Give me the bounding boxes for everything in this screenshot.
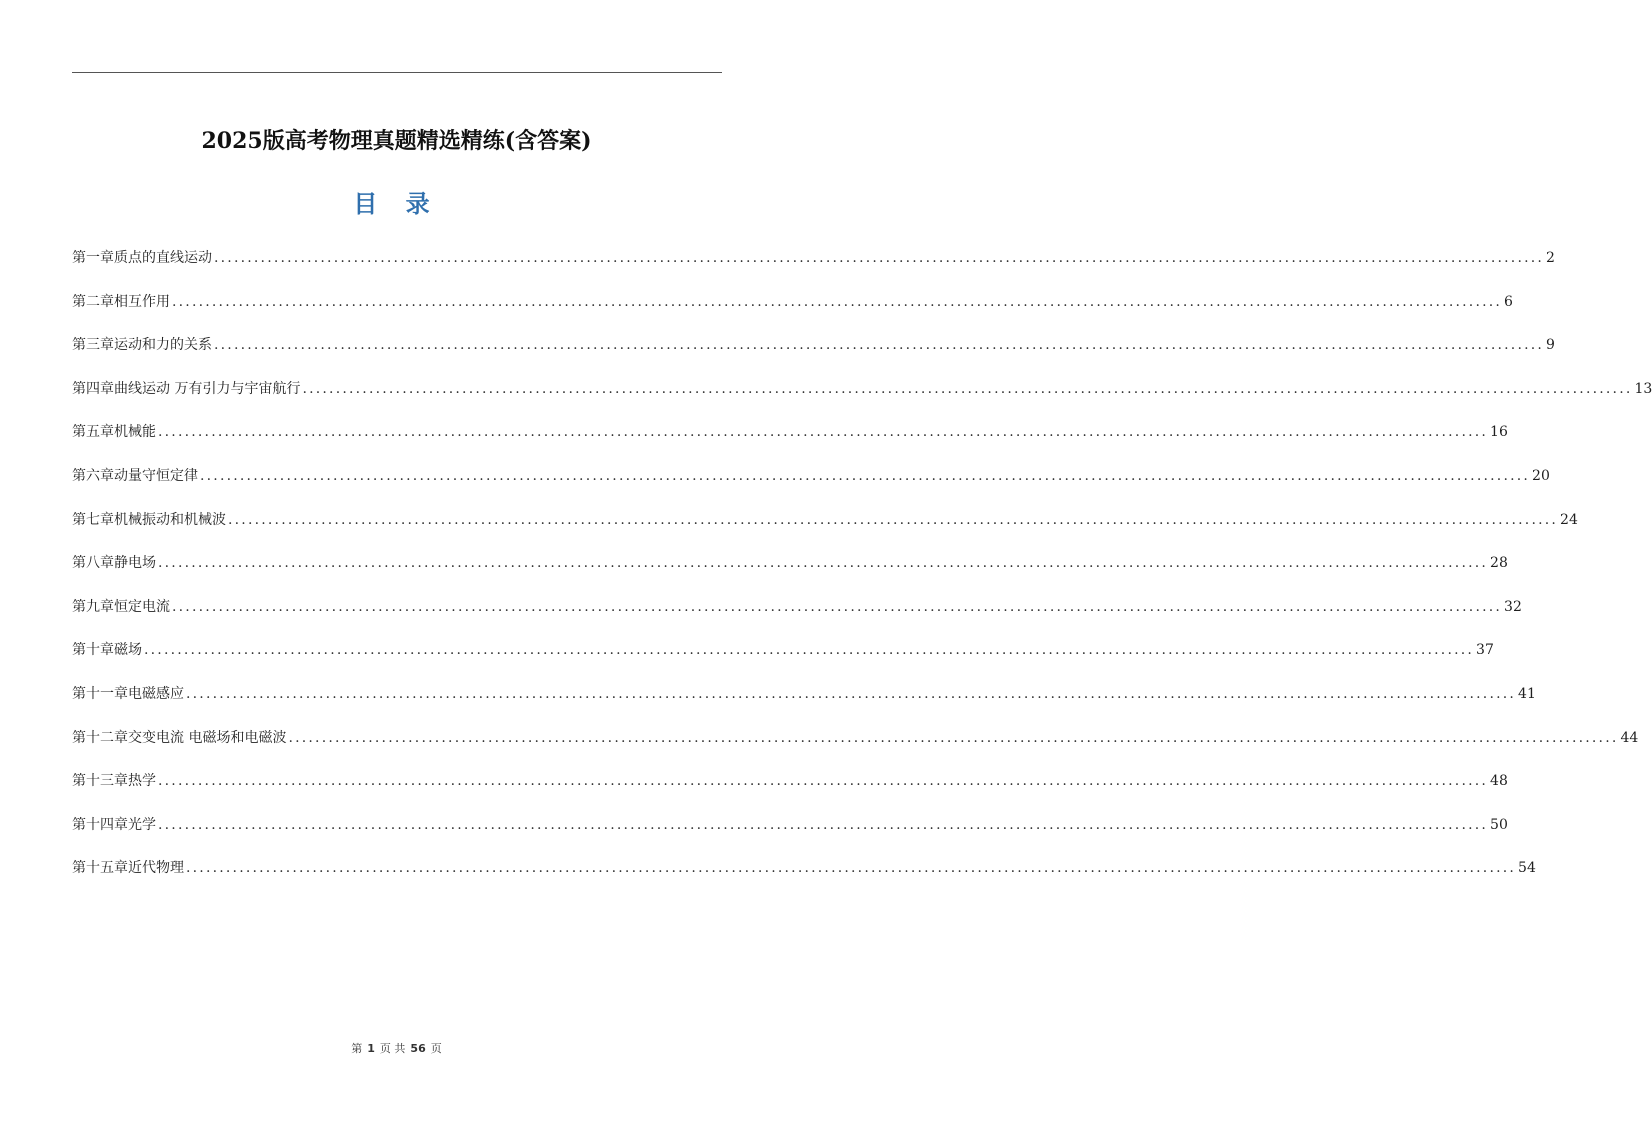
toc-chapter-title: 静电场 xyxy=(114,555,156,572)
footer-current-page: 1 xyxy=(367,1042,375,1055)
toc-entry[interactable] xyxy=(72,290,1513,334)
toc-chapter-number: 第七章 xyxy=(72,511,114,528)
toc-chapter-title: 曲线运动 万有引力与宇宙航行 xyxy=(114,380,301,397)
page-footer xyxy=(0,1040,793,1058)
toc-chapter-number: 第十二章 xyxy=(72,729,128,746)
toc-chapter-title: 动量守恒定律 xyxy=(114,467,198,484)
footer-suffix: 页 xyxy=(430,1042,442,1055)
toc-entry[interactable] xyxy=(72,813,1508,857)
toc-dot-leader: ........................................................................................................................................................................................................ xyxy=(302,380,1633,397)
toc-entry[interactable] xyxy=(72,769,1508,813)
toc-page-number: 2 xyxy=(1546,250,1555,266)
toc-page-number: 28 xyxy=(1490,555,1508,572)
toc-chapter-title: 机械能 xyxy=(114,424,156,441)
toc-chapter-number: 第四章 xyxy=(72,380,114,397)
toc-chapter-number: 第三章 xyxy=(72,337,114,354)
toc-page-number: 32 xyxy=(1504,598,1522,615)
toc-chapter-number: 第十五章 xyxy=(72,860,128,877)
toc-dot-leader: ........................................................................................................................................................................................................ xyxy=(158,424,1489,441)
toc-dot-leader: ........................................................................................................................................................................................................ xyxy=(288,729,1619,746)
toc-chapter-title: 交变电流 电磁场和电磁波 xyxy=(128,729,287,746)
toc-dot-leader: ........................................................................................................................................................................................................ xyxy=(172,293,1503,310)
toc-page-number: 44 xyxy=(1620,729,1639,746)
toc-page-number: 20 xyxy=(1532,467,1550,484)
toc-entry[interactable] xyxy=(72,508,1578,552)
footer-total-pages: 56 xyxy=(410,1042,426,1055)
toc-page-number: 9 xyxy=(1546,337,1555,354)
toc-page-number: 48 xyxy=(1490,773,1508,790)
toc-page-number: 41 xyxy=(1518,685,1536,702)
toc-page-number: 37 xyxy=(1476,642,1494,659)
toc-dot-leader: ........................................................................................................................................................................................................ xyxy=(214,337,1545,354)
toc-page-number: 6 xyxy=(1504,293,1513,310)
toc-entry[interactable] xyxy=(72,333,1555,377)
toc-entry[interactable] xyxy=(72,595,1522,639)
toc-entry[interactable] xyxy=(72,420,1508,464)
toc-chapter-number: 第十四章 xyxy=(72,816,128,833)
toc-entry[interactable] xyxy=(72,726,1639,770)
toc-page-number: 54 xyxy=(1518,860,1536,877)
toc-chapter-number: 第十三章 xyxy=(72,773,128,790)
toc-chapter-title: 光学 xyxy=(128,816,156,833)
toc-entry[interactable] xyxy=(72,682,1536,726)
toc-chapter-title: 运动和力的关系 xyxy=(114,337,212,354)
toc-page-number: 16 xyxy=(1490,424,1508,441)
toc-chapter-title: 相互作用 xyxy=(114,293,170,310)
toc-dot-leader: ........................................................................................................................................................................................................ xyxy=(186,685,1517,702)
footer-prefix: 第 xyxy=(351,1042,363,1055)
toc-dot-leader: ........................................................................................................................................................................................................ xyxy=(158,816,1489,833)
toc-page-number: 50 xyxy=(1490,816,1508,833)
toc-chapter-number: 第一章 xyxy=(72,250,114,266)
toc-chapter-title: 磁场 xyxy=(114,642,142,659)
toc-chapter-title: 热学 xyxy=(128,773,156,790)
toc-chapter-number: 第八章 xyxy=(72,555,114,572)
toc-chapter-number: 第五章 xyxy=(72,424,114,441)
toc-page-number: 24 xyxy=(1560,511,1578,528)
toc-chapter-number: 第十一章 xyxy=(72,685,128,702)
header-rule xyxy=(72,72,722,73)
toc-dot-leader: ........................................................................................................................................................................................................ xyxy=(228,511,1559,528)
toc-chapter-title: 电磁感应 xyxy=(128,685,184,702)
document-title: 2025版高考物理真题精选精练(含答案) xyxy=(201,128,592,154)
table-of-contents xyxy=(72,246,1652,900)
toc-entry[interactable] xyxy=(72,377,1652,421)
toc-dot-leader: ........................................................................................................................................................................................................ xyxy=(158,773,1489,790)
toc-entry[interactable] xyxy=(72,551,1508,595)
toc-entry[interactable] xyxy=(72,464,1550,508)
toc-chapter-number: 第六章 xyxy=(72,467,114,484)
toc-chapter-number: 第十章 xyxy=(72,642,114,659)
toc-page-number: 13 xyxy=(1634,380,1652,397)
toc-chapter-title: 近代物理 xyxy=(128,860,184,877)
toc-heading: 目 录 xyxy=(353,189,440,218)
toc-dot-leader: ........................................................................................................................................................................................................ xyxy=(200,467,1531,484)
toc-chapter-title: 恒定电流 xyxy=(114,598,170,615)
toc-dot-leader: ........................................................................................................................................................................................................ xyxy=(172,598,1503,615)
toc-entry[interactable] xyxy=(72,638,1494,682)
footer-middle: 页 共 xyxy=(379,1042,406,1055)
toc-chapter-number: 第九章 xyxy=(72,598,114,615)
toc-chapter-title: 机械振动和机械波 xyxy=(114,511,226,528)
toc-dot-leader: ........................................................................................................................................................................................................ xyxy=(144,642,1475,659)
toc-dot-leader: ........................................................................................................................................................................................................ xyxy=(186,860,1517,877)
toc-chapter-number: 第二章 xyxy=(72,293,114,310)
toc-dot-leader: ........................................................................................................................................................................................................ xyxy=(158,555,1489,572)
toc-entry[interactable] xyxy=(72,856,1536,900)
toc-chapter-title: 质点的直线运动 xyxy=(114,250,212,266)
toc-dot-leader: ........................................................................................................................................................................................................ xyxy=(214,250,1545,266)
toc-entry[interactable] xyxy=(72,246,1555,290)
